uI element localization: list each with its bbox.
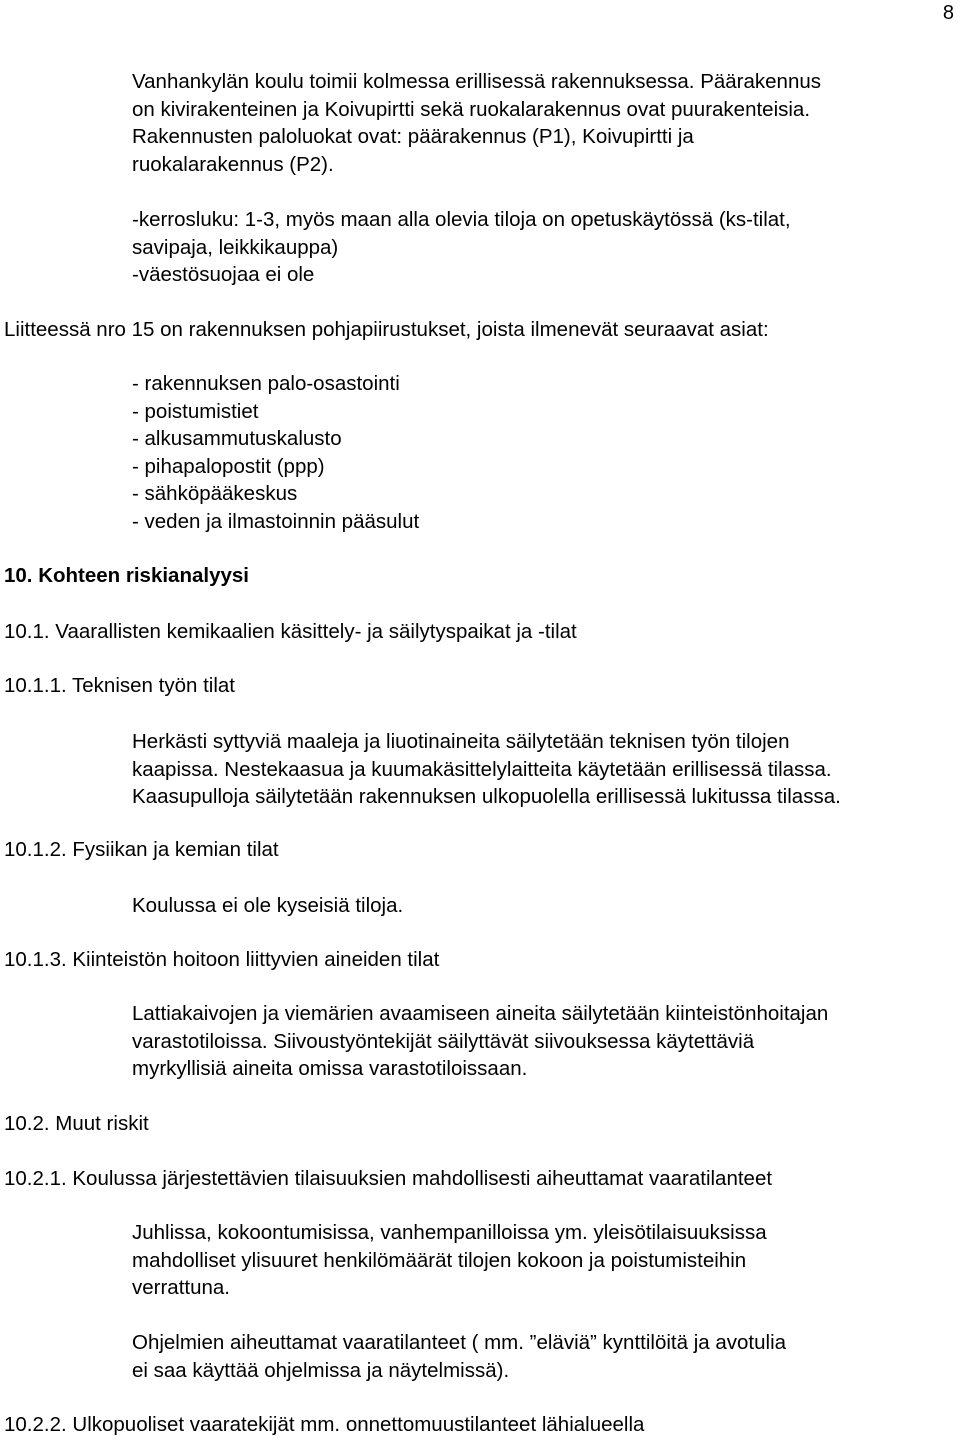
attachment-note-text: Liitteessä nro 15 on rakennuksen pohjapiirustukset, joista ilmenevät seuraavat asiat: xyxy=(4,318,769,341)
subsection-10-2-heading xyxy=(4,1110,149,1138)
body-line: myrkyllisiä aineita omissa varastotiloissaan. xyxy=(132,1057,528,1080)
page-number: 8 xyxy=(942,2,954,24)
body-line: Herkästi syttyviä maaleja ja liuotinaineita säilytetään teknisen työn tilojen xyxy=(132,730,790,753)
subsection-heading-text: 10.2. Muut riskit xyxy=(4,1112,149,1135)
intro-line: on kivirakenteinen ja Koivupirtti sekä ruokalarakennus ovat puurakenteisia. xyxy=(132,97,811,121)
subsection-heading-text: 10.1.2. Fysiikan ja kemian tilat xyxy=(4,838,279,861)
body-line: ei saa käyttää ohjelmissa ja näytelmissä). xyxy=(132,1358,510,1382)
attachment-items-list xyxy=(132,370,419,535)
subsection-10-1-2-heading xyxy=(4,836,279,864)
intro-paragraph xyxy=(132,68,821,178)
list-item: - pihapalopostit (ppp) xyxy=(132,454,325,478)
body-line: Juhlissa, kokoontumisissa, vanhempanilloissa ym. yleisötilaisuuksissa xyxy=(132,1221,767,1244)
subsection-10-2-1-para1 xyxy=(132,1219,767,1302)
body-line: mahdolliset ylisuuret henkilömäärät tilojen kokoon ja poistumisteihin xyxy=(132,1248,747,1272)
subsection-heading-text: 10.2.2. Ulkopuoliset vaaratekijät mm. onnettomuustilanteet lähialueella xyxy=(4,1413,645,1436)
body-line: Koulussa ei ole kyseisiä tiloja. xyxy=(132,894,404,917)
list-item: - veden ja ilmastoinnin pääsulut xyxy=(132,509,420,533)
intro-line: Rakennusten paloluokat ovat: päärakennus (P1), Koivupirtti ja xyxy=(132,125,694,148)
subsection-10-1-heading xyxy=(4,618,577,646)
body-line: Kaasupulloja säilytetään rakennuksen ulkopuolella erillisessä lukitussa tilassa. xyxy=(132,785,841,808)
subsection-heading-text: 10.1.1. Teknisen työn tilat xyxy=(4,674,235,697)
attachment-note xyxy=(4,316,769,344)
section-heading-text: 10. Kohteen riskianalyysi xyxy=(4,564,249,587)
section-10-heading xyxy=(4,562,249,590)
body-line: Lattiakaivojen ja viemärien avaamiseen aineita säilytetään kiinteistönhoitajan xyxy=(132,1002,829,1025)
body-line: Ohjelmien aiheuttamat vaaratilanteet ( mm. ”eläviä” kynttilöitä ja avotulia xyxy=(132,1331,787,1354)
subsection-10-2-1-para2 xyxy=(132,1329,786,1384)
subsection-10-2-1-heading xyxy=(4,1165,772,1193)
list-item: - poistumistiet xyxy=(132,399,259,423)
subsection-10-1-1-body xyxy=(132,728,841,811)
intro-line: ruokalarakennus (P2). xyxy=(132,152,334,176)
subsection-10-1-3-heading xyxy=(4,946,439,974)
list-item: - sähköpääkeskus xyxy=(132,482,298,505)
subsection-heading-text: 10.1.3. Kiinteistön hoitoon liittyvien aineiden tilat xyxy=(4,948,440,971)
building-fact-line: -kerrosluku: 1-3, myös maan alla olevia tiloja on opetuskäytössä (ks-tilat, xyxy=(132,208,791,231)
body-line: kaapissa. Nestekaasua ja kuumakäsittelylaitteita käytetään erillisessä tilassa. xyxy=(132,757,832,781)
subsection-10-1-2-body xyxy=(132,892,403,920)
list-item: - alkusammutuskalusto xyxy=(132,427,342,450)
subsection-10-1-3-body xyxy=(132,1000,828,1083)
subsection-heading-text: 10.1. Vaarallisten kemikaalien käsittely- ja säilytyspaikat ja -tilat xyxy=(4,620,577,643)
building-fact-line: -väestösuojaa ei ole xyxy=(132,263,315,286)
building-facts xyxy=(132,206,791,289)
building-fact-line: savipaja, leikkikauppa) xyxy=(132,235,339,259)
body-line: varastotiloissa. Siivoustyöntekijät säilyttävät siivouksessa käytettäviä xyxy=(132,1029,755,1053)
subsection-10-2-2-heading xyxy=(4,1411,644,1439)
intro-line: Vanhankylän koulu toimii kolmessa erillisessä rakennuksessa. Päärakennus xyxy=(132,70,822,93)
subsection-heading-text: 10.2.1. Koulussa järjestettävien tilaisuuksien mahdollisesti aiheuttamat vaaratilanteet xyxy=(4,1167,773,1190)
subsection-10-1-1-heading xyxy=(4,672,235,700)
body-line: verrattuna. xyxy=(132,1276,230,1299)
list-item: - rakennuksen palo-osastointi xyxy=(132,372,400,395)
